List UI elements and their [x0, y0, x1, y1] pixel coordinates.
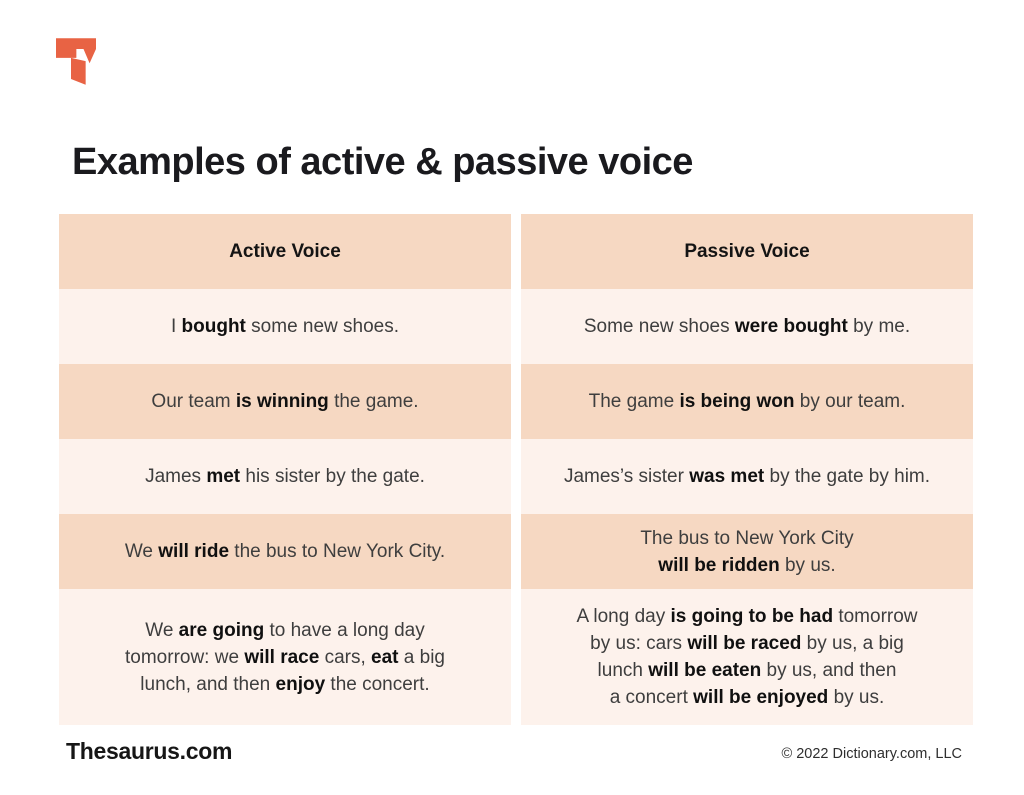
table-row	[59, 364, 973, 439]
table-row	[59, 589, 973, 725]
footer-brand-wordmark: Thesaurus.com	[66, 738, 233, 764]
active-voice-cell: We will ride the bus to New York City.	[59, 514, 511, 589]
table-row	[59, 439, 973, 514]
active-voice-cell: We are going to have a long day tomorrow: we will race cars, eat a big lunch, and then enjoy the concert.	[59, 589, 511, 725]
page-title: Examples of active & passive voice	[72, 141, 693, 183]
column-header-active-voice: Active Voice	[59, 214, 511, 289]
thesaurus-logo-icon	[56, 38, 96, 85]
table-header-row	[59, 214, 973, 289]
passive-voice-cell: Some new shoes were bought by me.	[521, 289, 973, 364]
passive-voice-cell: The bus to New York City will be ridden by us.	[521, 514, 973, 589]
table-row	[59, 289, 973, 364]
column-header-passive-voice: Passive Voice	[521, 214, 973, 289]
active-voice-cell: James met his sister by the gate.	[59, 439, 511, 514]
passive-voice-cell: James’s sister was met by the gate by him.	[521, 439, 973, 514]
active-voice-cell: I bought some new shoes.	[59, 289, 511, 364]
voice-table	[59, 214, 973, 725]
table-row	[59, 514, 973, 589]
active-voice-cell: Our team is winning the game.	[59, 364, 511, 439]
passive-voice-cell: The game is being won by our team.	[521, 364, 973, 439]
passive-voice-cell: A long day is going to be had tomorrow by us: cars will be raced by us, a big lunch will be eaten by us, and then a concert will be enjoyed by us.	[521, 589, 973, 725]
copyright-notice: © 2022 Dictionary.com, LLC	[781, 746, 962, 762]
